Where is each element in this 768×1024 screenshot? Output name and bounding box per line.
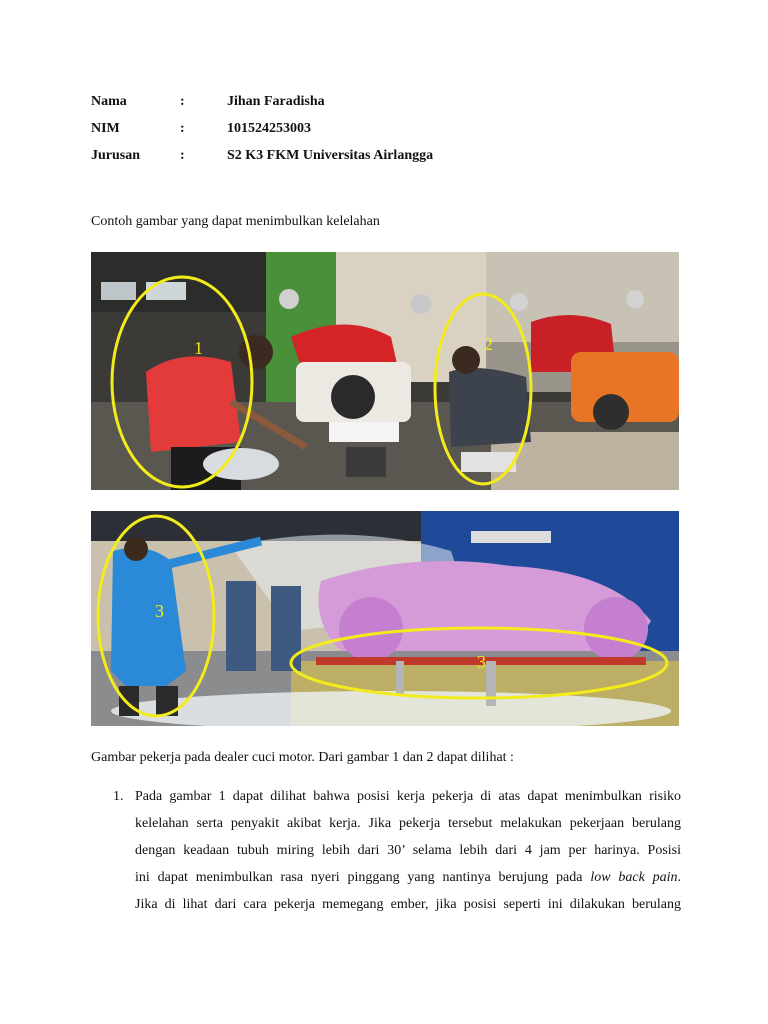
info-label: Jurusan (91, 148, 141, 163)
photo-illustration-top (91, 252, 679, 490)
info-colon: : (180, 121, 185, 136)
marker-1: 1 (194, 338, 203, 358)
info-label: Nama (91, 94, 127, 109)
paragraph-line: Pada gambar 1 dapat dilihat bahwa posisi kerja pekerja di atas dapat menimbulkan risiko (135, 789, 681, 804)
list-number: 1. (113, 789, 124, 804)
info-value: 101524253003 (227, 121, 311, 136)
caption-text: Gambar pekerja pada dealer cuci motor. Dari gambar 1 dan 2 dapat dilihat : (91, 750, 514, 765)
info-value: Jihan Faradisha (227, 94, 325, 109)
marker-3: 3 (155, 601, 164, 621)
info-value: S2 K3 FKM Universitas Airlangga (227, 148, 434, 163)
photo-illustration-bottom (91, 511, 679, 726)
paragraph-line: kelelahan serta penyakit akibat kerja. Jika pekerja tersebut melakukan pekerjaan berulang (135, 816, 681, 831)
info-colon: : (180, 94, 185, 109)
paragraph-line: Jika di lihat dari cara pekerja memegang ember, jika posisi seperti ini dilakukan berulang (135, 897, 681, 912)
photo-workers-washing (91, 252, 679, 490)
intro-text: Contoh gambar yang dapat menimbulkan kelelahan (91, 214, 380, 229)
list-item-1 (135, 783, 681, 918)
info-colon: : (180, 148, 185, 163)
info-label: NIM (91, 121, 120, 136)
emphasis-text: low back pain (590, 870, 678, 885)
marker-2: 2 (484, 334, 493, 354)
paragraph-line: ini dapat menimbulkan rasa nyeri pinggang yang nantinya berujung pada low back pain. (135, 870, 682, 885)
paragraph-line: dengan keadaan tubuh miring lebih dari 30’ selama lebih dari 4 jam per harinya. Posisi (135, 843, 681, 858)
photo-motorcycle-foam (91, 511, 679, 726)
marker-3b: 3 (477, 652, 486, 672)
